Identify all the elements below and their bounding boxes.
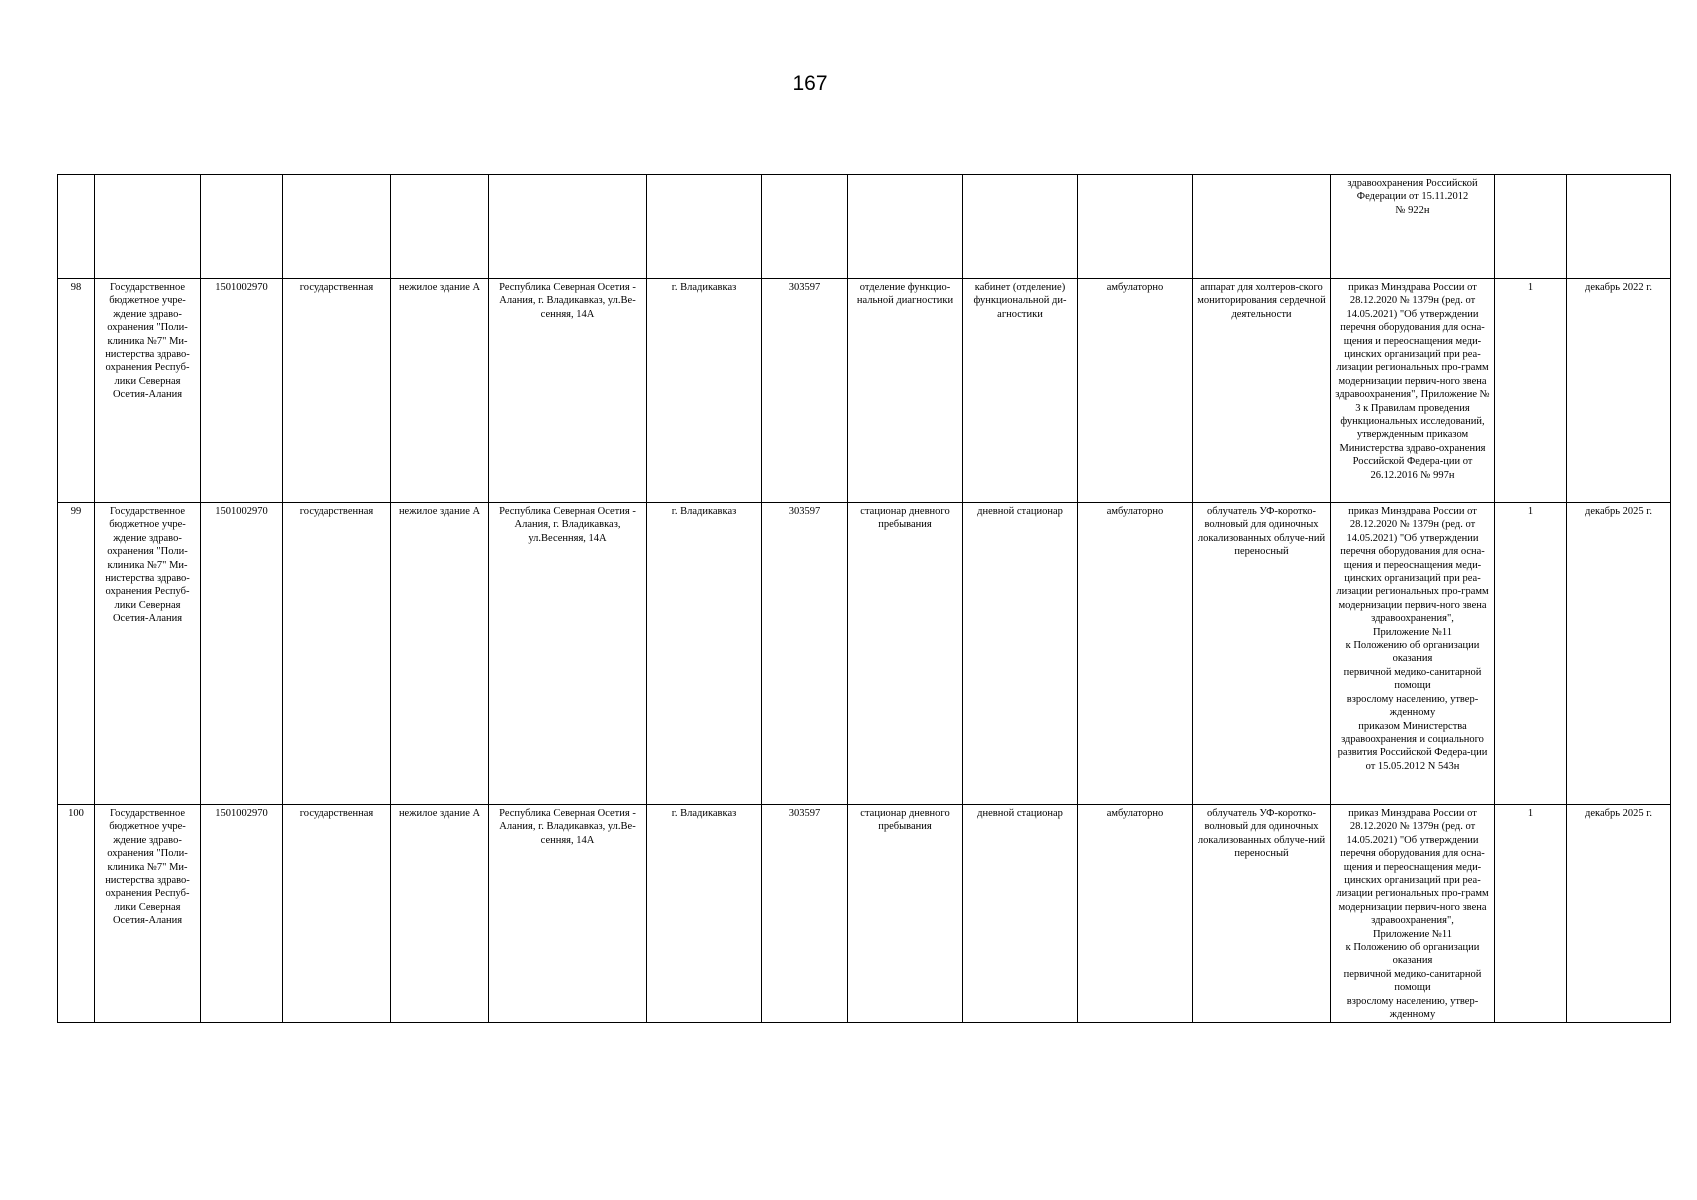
page-number: 167 <box>792 72 828 95</box>
care-type-cell: амбулаторно <box>1078 503 1193 805</box>
quantity-cell <box>1495 175 1567 279</box>
room-cell: кабинет (отделение) функциональной ди-агностики <box>963 279 1078 503</box>
department-cell: стационар дневного пребывания <box>848 503 963 805</box>
ownership-cell: государственная <box>283 503 391 805</box>
room-cell: дневной стационар <box>963 805 1078 1023</box>
inn-cell <box>201 175 283 279</box>
equipment-cell: облучатель УФ-коротко-волновый для одиночных локализованных облуче-ний переносный <box>1193 805 1331 1023</box>
quantity-cell: 1 <box>1495 279 1567 503</box>
inn-cell: 1501002970 <box>201 279 283 503</box>
row-number-cell: 98 <box>58 279 95 503</box>
equipment-cell: аппарат для холтеров-ского мониторирования сердечной деятельности <box>1193 279 1331 503</box>
legal-basis-cell: приказ Минздрава России от 28.12.2020 № 1379н (ред. от 14.05.2021) "Об утверждении перечня оборудования для осна-щения и переоснащения меди-цинских организаций при реа-лизации региональных про-грамм модернизации первич-ного звена здравоохранения", Приложение №11 к Положению об организации оказания первичной медико-санитарной помощи взрослому населению, утвер-жденному приказом Министерства здравоохранения и социального развития Российской Федера-ции от 15.05.2012 N 543н <box>1331 503 1495 805</box>
inn-cell: 1501002970 <box>201 805 283 1023</box>
inn-cell: 1501002970 <box>201 503 283 805</box>
table-row <box>58 503 1671 805</box>
ownership-cell <box>283 175 391 279</box>
room-cell: дневной стационар <box>963 503 1078 805</box>
code-cell <box>762 175 848 279</box>
term-cell: декабрь 2025 г. <box>1567 805 1671 1023</box>
organization-name-cell: Государственное бюджетное учре-ждение здраво-охранения "Поли-клиника №7" Ми-нистерства здраво-охранения Респуб-лики Северная Осетия-Алания <box>95 503 201 805</box>
department-cell: отделение функцио-нальной диагностики <box>848 279 963 503</box>
equipment-registry-table <box>57 174 1671 1023</box>
ownership-cell: государственная <box>283 279 391 503</box>
address-cell: Республика Северная Осетия - Алания, г. Владикавказ, ул.Ве-сенняя, 14А <box>489 805 647 1023</box>
building-cell: нежилое здание А <box>391 503 489 805</box>
room-cell <box>963 175 1078 279</box>
city-cell: г. Владикавказ <box>647 503 762 805</box>
equipment-cell <box>1193 175 1331 279</box>
organization-name-cell: Государственное бюджетное учре-ждение здраво-охранения "Поли-клиника №7" Ми-нистерства здраво-охранения Респуб-лики Северная Осетия-Алания <box>95 805 201 1023</box>
organization-name-cell: Государственное бюджетное учре-ждение здраво-охранения "Поли-клиника №7" Ми-нистерства здраво-охранения Респуб-лики Северная Осетия-Алания <box>95 279 201 503</box>
row-number-cell: 99 <box>58 503 95 805</box>
term-cell <box>1567 175 1671 279</box>
row-number-cell: 100 <box>58 805 95 1023</box>
quantity-cell: 1 <box>1495 805 1567 1023</box>
quantity-cell: 1 <box>1495 503 1567 805</box>
care-type-cell: амбулаторно <box>1078 805 1193 1023</box>
city-cell: г. Владикавказ <box>647 279 762 503</box>
table-row <box>58 805 1671 1023</box>
legal-basis-cell: приказ Минздрава России от 28.12.2020 № 1379н (ред. от 14.05.2021) "Об утверждении перечня оборудования для осна-щения и переоснащения меди-цинских организаций при реа-лизации региональных про-грамм модернизации первич-ного звена здравоохранения", Приложение №11 к Положению об организации оказания первичной медико-санитарной помощи взрослому населению, утвер-жденному <box>1331 805 1495 1023</box>
address-cell: Республика Северная Осетия - Алания, г. Владикавказ, ул.Ве-сенняя, 14А <box>489 279 647 503</box>
term-cell: декабрь 2025 г. <box>1567 503 1671 805</box>
term-cell: декабрь 2022 г. <box>1567 279 1671 503</box>
address-cell <box>489 175 647 279</box>
row-number-cell <box>58 175 95 279</box>
ownership-cell: государственная <box>283 805 391 1023</box>
city-cell: г. Владикавказ <box>647 805 762 1023</box>
department-cell <box>848 175 963 279</box>
building-cell: нежилое здание А <box>391 805 489 1023</box>
legal-basis-cell: здравоохранения Российской Федерации от 15.11.2012 № 922н <box>1331 175 1495 279</box>
department-cell: стационар дневного пребывания <box>848 805 963 1023</box>
equipment-cell: облучатель УФ-коротко-волновый для одиночных локализованных облуче-ний переносный <box>1193 503 1331 805</box>
table-row <box>58 175 1671 279</box>
care-type-cell: амбулаторно <box>1078 279 1193 503</box>
building-cell <box>391 175 489 279</box>
address-cell: Республика Северная Осетия - Алания, г. Владикавказ, ул.Весенняя, 14А <box>489 503 647 805</box>
care-type-cell <box>1078 175 1193 279</box>
table-row <box>58 279 1671 503</box>
city-cell <box>647 175 762 279</box>
code-cell: 303597 <box>762 805 848 1023</box>
code-cell: 303597 <box>762 279 848 503</box>
building-cell: нежилое здание А <box>391 279 489 503</box>
organization-name-cell <box>95 175 201 279</box>
code-cell: 303597 <box>762 503 848 805</box>
legal-basis-cell: приказ Минздрава России от 28.12.2020 № 1379н (ред. от 14.05.2021) "Об утверждении перечня оборудования для осна-щения и переоснащения меди-цинских организаций при реа-лизации региональных про-грамм модернизации первич-ного звена здравоохранения", Приложение № 3 к Правилам проведения функциональных исследований, утвержденным приказом Министерства здраво-охранения Российской Федера-ции от 26.12.2016 № 997н <box>1331 279 1495 503</box>
